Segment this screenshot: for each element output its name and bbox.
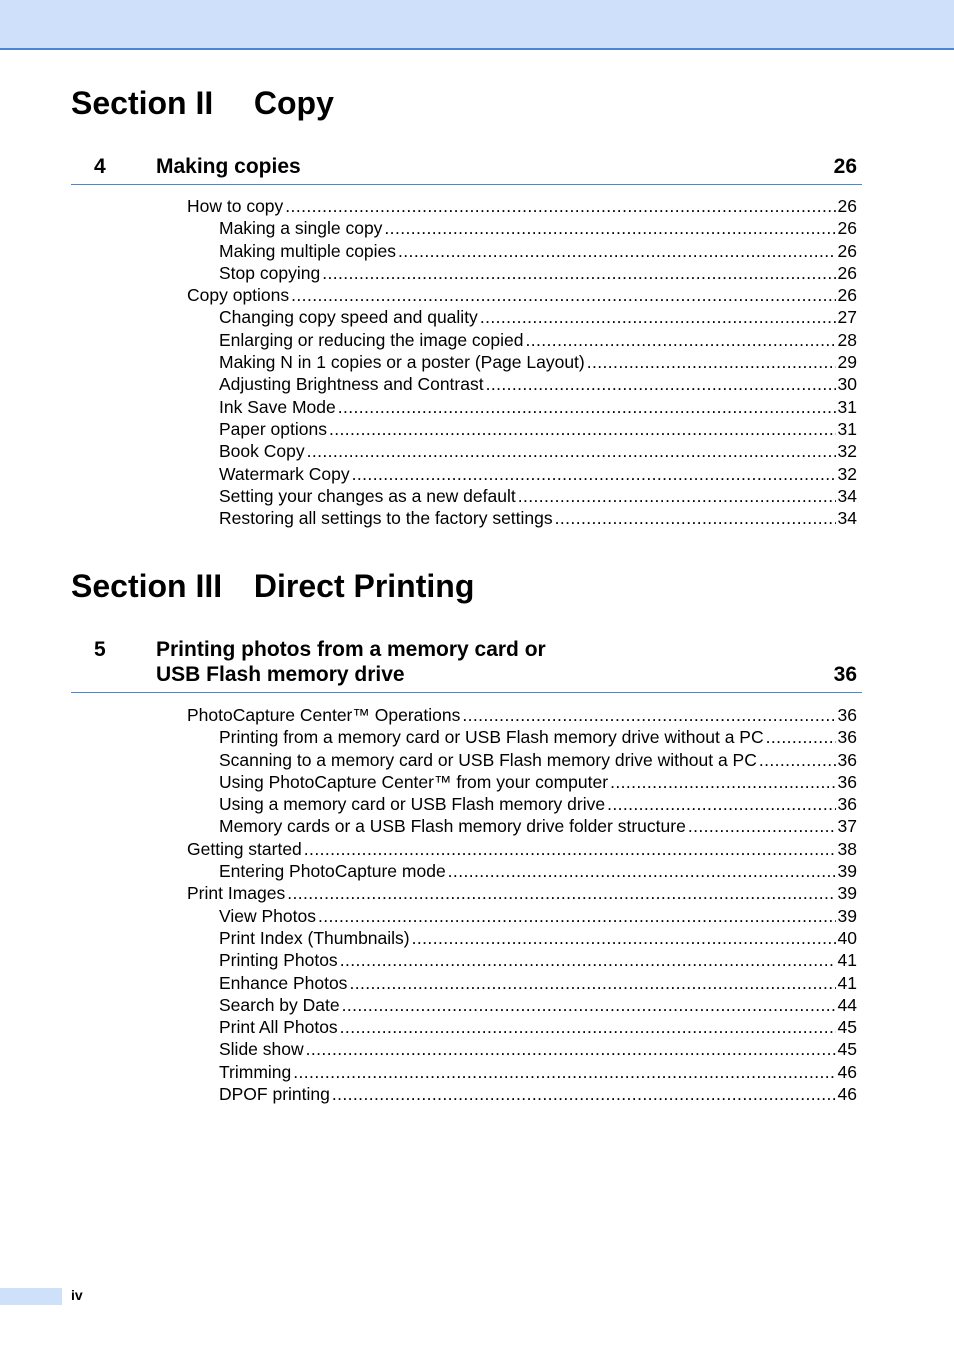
- toc-entry-label: Enlarging or reducing the image copied: [219, 329, 524, 350]
- dot-leader: [291, 284, 835, 306]
- toc-entry-page: 36: [837, 705, 857, 725]
- toc-entry-page: 44: [837, 994, 857, 1015]
- toc-entry-label: Printing from a memory card or USB Flash memory drive without a PC: [219, 727, 764, 748]
- dot-leader: [486, 373, 836, 395]
- chapter-number: 5: [94, 638, 106, 661]
- footer-band: [0, 1288, 62, 1305]
- toc-entry[interactable]: [219, 262, 857, 284]
- toc-entry[interactable]: [219, 726, 857, 748]
- toc-entry-page: 36: [837, 749, 857, 770]
- toc-entry-label: Slide show: [219, 1039, 304, 1060]
- chapter-page: 36: [833, 663, 857, 686]
- toc-entry-label: Getting started: [187, 838, 302, 859]
- toc-entry[interactable]: [219, 485, 857, 507]
- toc-entry-label: Scanning to a memory card or USB Flash memory drive without a PC: [219, 749, 757, 770]
- dot-leader: [285, 195, 835, 217]
- section-name: Direct Printing: [253, 568, 475, 604]
- toc-entry[interactable]: [219, 905, 857, 927]
- chapter-heading[interactable]: [71, 637, 862, 693]
- toc-entry-label: Enhance Photos: [219, 972, 348, 993]
- toc-entry-page: 46: [837, 1061, 857, 1082]
- section-title: [71, 566, 474, 606]
- dot-leader: [306, 1038, 836, 1060]
- toc-entry-page: 32: [837, 441, 857, 462]
- dot-leader: [766, 726, 836, 748]
- dot-leader: [342, 994, 836, 1016]
- toc-entry-page: 37: [837, 816, 857, 837]
- toc-entry-page: 36: [837, 771, 857, 792]
- toc-entry-page: 34: [837, 508, 857, 529]
- toc-entry-page: 36: [837, 794, 857, 815]
- dot-leader: [526, 329, 836, 351]
- toc-entry-label: Restoring all settings to the factory settings: [219, 508, 553, 529]
- dot-leader: [349, 972, 835, 994]
- toc-entry[interactable]: [187, 838, 857, 860]
- section-label: Section III: [71, 568, 223, 604]
- toc-list: [0, 704, 954, 1105]
- section-label: Section II: [71, 85, 214, 121]
- dot-leader: [448, 860, 836, 882]
- dot-leader: [480, 306, 836, 328]
- toc-entry-page: 34: [837, 485, 857, 506]
- toc-entry-page: 27: [837, 307, 857, 328]
- toc-entry[interactable]: [219, 418, 857, 440]
- dot-leader: [340, 949, 836, 971]
- toc-entry[interactable]: [219, 217, 857, 239]
- toc-entry-label: Changing copy speed and quality: [219, 307, 478, 328]
- toc-entry[interactable]: [219, 927, 857, 949]
- toc-entry[interactable]: [219, 240, 857, 262]
- toc-entry[interactable]: [219, 749, 857, 771]
- toc-entry[interactable]: [187, 704, 857, 726]
- toc-entry-page: 38: [837, 838, 857, 859]
- dot-leader: [610, 771, 835, 793]
- toc-entry-label: Adjusting Brightness and Contrast: [219, 374, 484, 395]
- dot-leader: [340, 1016, 836, 1038]
- dot-leader: [759, 749, 836, 771]
- section-title: [71, 83, 334, 123]
- dot-leader: [322, 262, 835, 284]
- dot-leader: [462, 704, 835, 726]
- dot-leader: [688, 815, 836, 837]
- toc-entry-label: Printing Photos: [219, 950, 338, 971]
- toc-entry-page: 31: [837, 396, 857, 417]
- chapter-title: Making copies: [156, 155, 301, 178]
- toc-entry-label: Using a memory card or USB Flash memory drive: [219, 794, 606, 815]
- dot-leader: [412, 927, 836, 949]
- toc-entry-label: Paper options: [219, 418, 327, 439]
- chapter-heading[interactable]: [71, 154, 862, 185]
- dot-leader: [307, 440, 836, 462]
- toc-entry[interactable]: [219, 1038, 857, 1060]
- toc-entry-page: 32: [837, 463, 857, 484]
- toc-entry-label: Trimming: [219, 1061, 292, 1082]
- toc-entry-page: 26: [837, 262, 857, 283]
- toc-entry-page: 45: [837, 1017, 857, 1038]
- page-folio: iv: [71, 1287, 83, 1303]
- dot-leader: [293, 1061, 835, 1083]
- dot-leader: [398, 240, 836, 262]
- toc-entry-label: Print Index (Thumbnails): [219, 927, 410, 948]
- toc-entry-label: DPOF printing: [219, 1084, 330, 1105]
- toc-entry-label: Stop copying: [219, 262, 321, 283]
- toc-entry-label: Making multiple copies: [219, 240, 397, 261]
- chapter-title-line: USB Flash memory drive: [156, 663, 405, 686]
- header-band: [0, 0, 954, 50]
- dot-leader: [587, 351, 836, 373]
- section-name: Copy: [253, 85, 334, 121]
- toc-entry-page: 26: [837, 285, 857, 306]
- dot-leader: [518, 485, 836, 507]
- toc-entry-page: 26: [837, 240, 857, 261]
- toc-entry[interactable]: [219, 860, 857, 882]
- toc-entry[interactable]: [219, 771, 857, 793]
- toc-entry-label: PhotoCapture Center™ Operations: [187, 705, 461, 725]
- dot-leader: [555, 507, 836, 529]
- toc-entry-label: Making N in 1 copies or a poster (Page Layout): [219, 352, 585, 373]
- dot-leader: [332, 1083, 836, 1105]
- chapter-title: [156, 637, 546, 687]
- toc-entry-label: Print Images: [187, 883, 286, 904]
- toc-entry[interactable]: [219, 1016, 857, 1038]
- toc-entry-label: Memory cards or a USB Flash memory drive folder structure: [219, 816, 686, 837]
- toc-entry-page: 26: [837, 196, 857, 216]
- toc-entry[interactable]: [219, 306, 857, 328]
- toc-entry-label: Search by Date: [219, 994, 340, 1015]
- toc-entry[interactable]: [219, 972, 857, 994]
- toc-entry-label: Making a single copy: [219, 218, 383, 239]
- toc-entry-label: Copy options: [187, 285, 290, 306]
- dot-leader: [318, 905, 836, 927]
- toc-entry[interactable]: [219, 793, 857, 815]
- toc-entry-label: Setting your changes as a new default: [219, 485, 516, 506]
- toc-entry-label: Print All Photos: [219, 1017, 338, 1038]
- toc-entry-label: View Photos: [219, 905, 316, 926]
- toc-entry[interactable]: [219, 1061, 857, 1083]
- dot-leader: [287, 882, 835, 904]
- chapter-page: 26: [833, 155, 857, 178]
- toc-entry-page: 30: [837, 374, 857, 395]
- dot-leader: [384, 217, 835, 239]
- toc-entry[interactable]: [219, 815, 857, 837]
- toc-entry-page: 39: [837, 883, 857, 904]
- chapter-number: 4: [94, 155, 106, 178]
- chapter-title-line: Printing photos from a memory card or: [156, 638, 546, 661]
- toc-entry-page: 41: [837, 950, 857, 971]
- toc-entry-page: 41: [837, 972, 857, 993]
- toc-entry-page: 39: [837, 861, 857, 882]
- toc-entry-page: 39: [837, 905, 857, 926]
- toc-entry[interactable]: [187, 284, 857, 306]
- toc-entry[interactable]: [187, 195, 857, 217]
- toc-entry[interactable]: [219, 329, 857, 351]
- toc-entry-label: Using PhotoCapture Center™ from your computer: [219, 771, 609, 792]
- toc-entry-label: Ink Save Mode: [219, 396, 336, 417]
- toc-entry[interactable]: [219, 351, 857, 373]
- toc-entry[interactable]: [219, 463, 857, 485]
- toc-entry-label: Entering PhotoCapture mode: [219, 861, 446, 882]
- toc-entry[interactable]: [219, 396, 857, 418]
- toc-entry[interactable]: [219, 994, 857, 1016]
- toc-list: [0, 195, 954, 529]
- toc-entry[interactable]: [219, 373, 857, 395]
- toc-entry[interactable]: [187, 882, 857, 904]
- toc-entry-label: How to copy: [187, 196, 284, 216]
- toc-entry-page: 31: [837, 418, 857, 439]
- toc-entry-page: 36: [837, 727, 857, 748]
- dot-leader: [304, 838, 836, 860]
- toc-entry[interactable]: [219, 507, 857, 529]
- toc-entry-label: Book Copy: [219, 441, 305, 462]
- toc-entry-page: 46: [837, 1084, 857, 1105]
- toc-entry-label: Watermark Copy: [219, 463, 350, 484]
- dot-leader: [352, 463, 836, 485]
- toc-entry-page: 28: [837, 329, 857, 350]
- dot-leader: [607, 793, 835, 815]
- toc-entry[interactable]: [219, 1083, 857, 1105]
- toc-entry-page: 45: [837, 1039, 857, 1060]
- toc-entry-page: 40: [837, 927, 857, 948]
- toc-entry[interactable]: [219, 440, 857, 462]
- toc-entry-page: 26: [837, 218, 857, 239]
- dot-leader: [338, 396, 836, 418]
- toc-entry[interactable]: [219, 949, 857, 971]
- dot-leader: [329, 418, 836, 440]
- toc-entry-page: 29: [837, 352, 857, 373]
